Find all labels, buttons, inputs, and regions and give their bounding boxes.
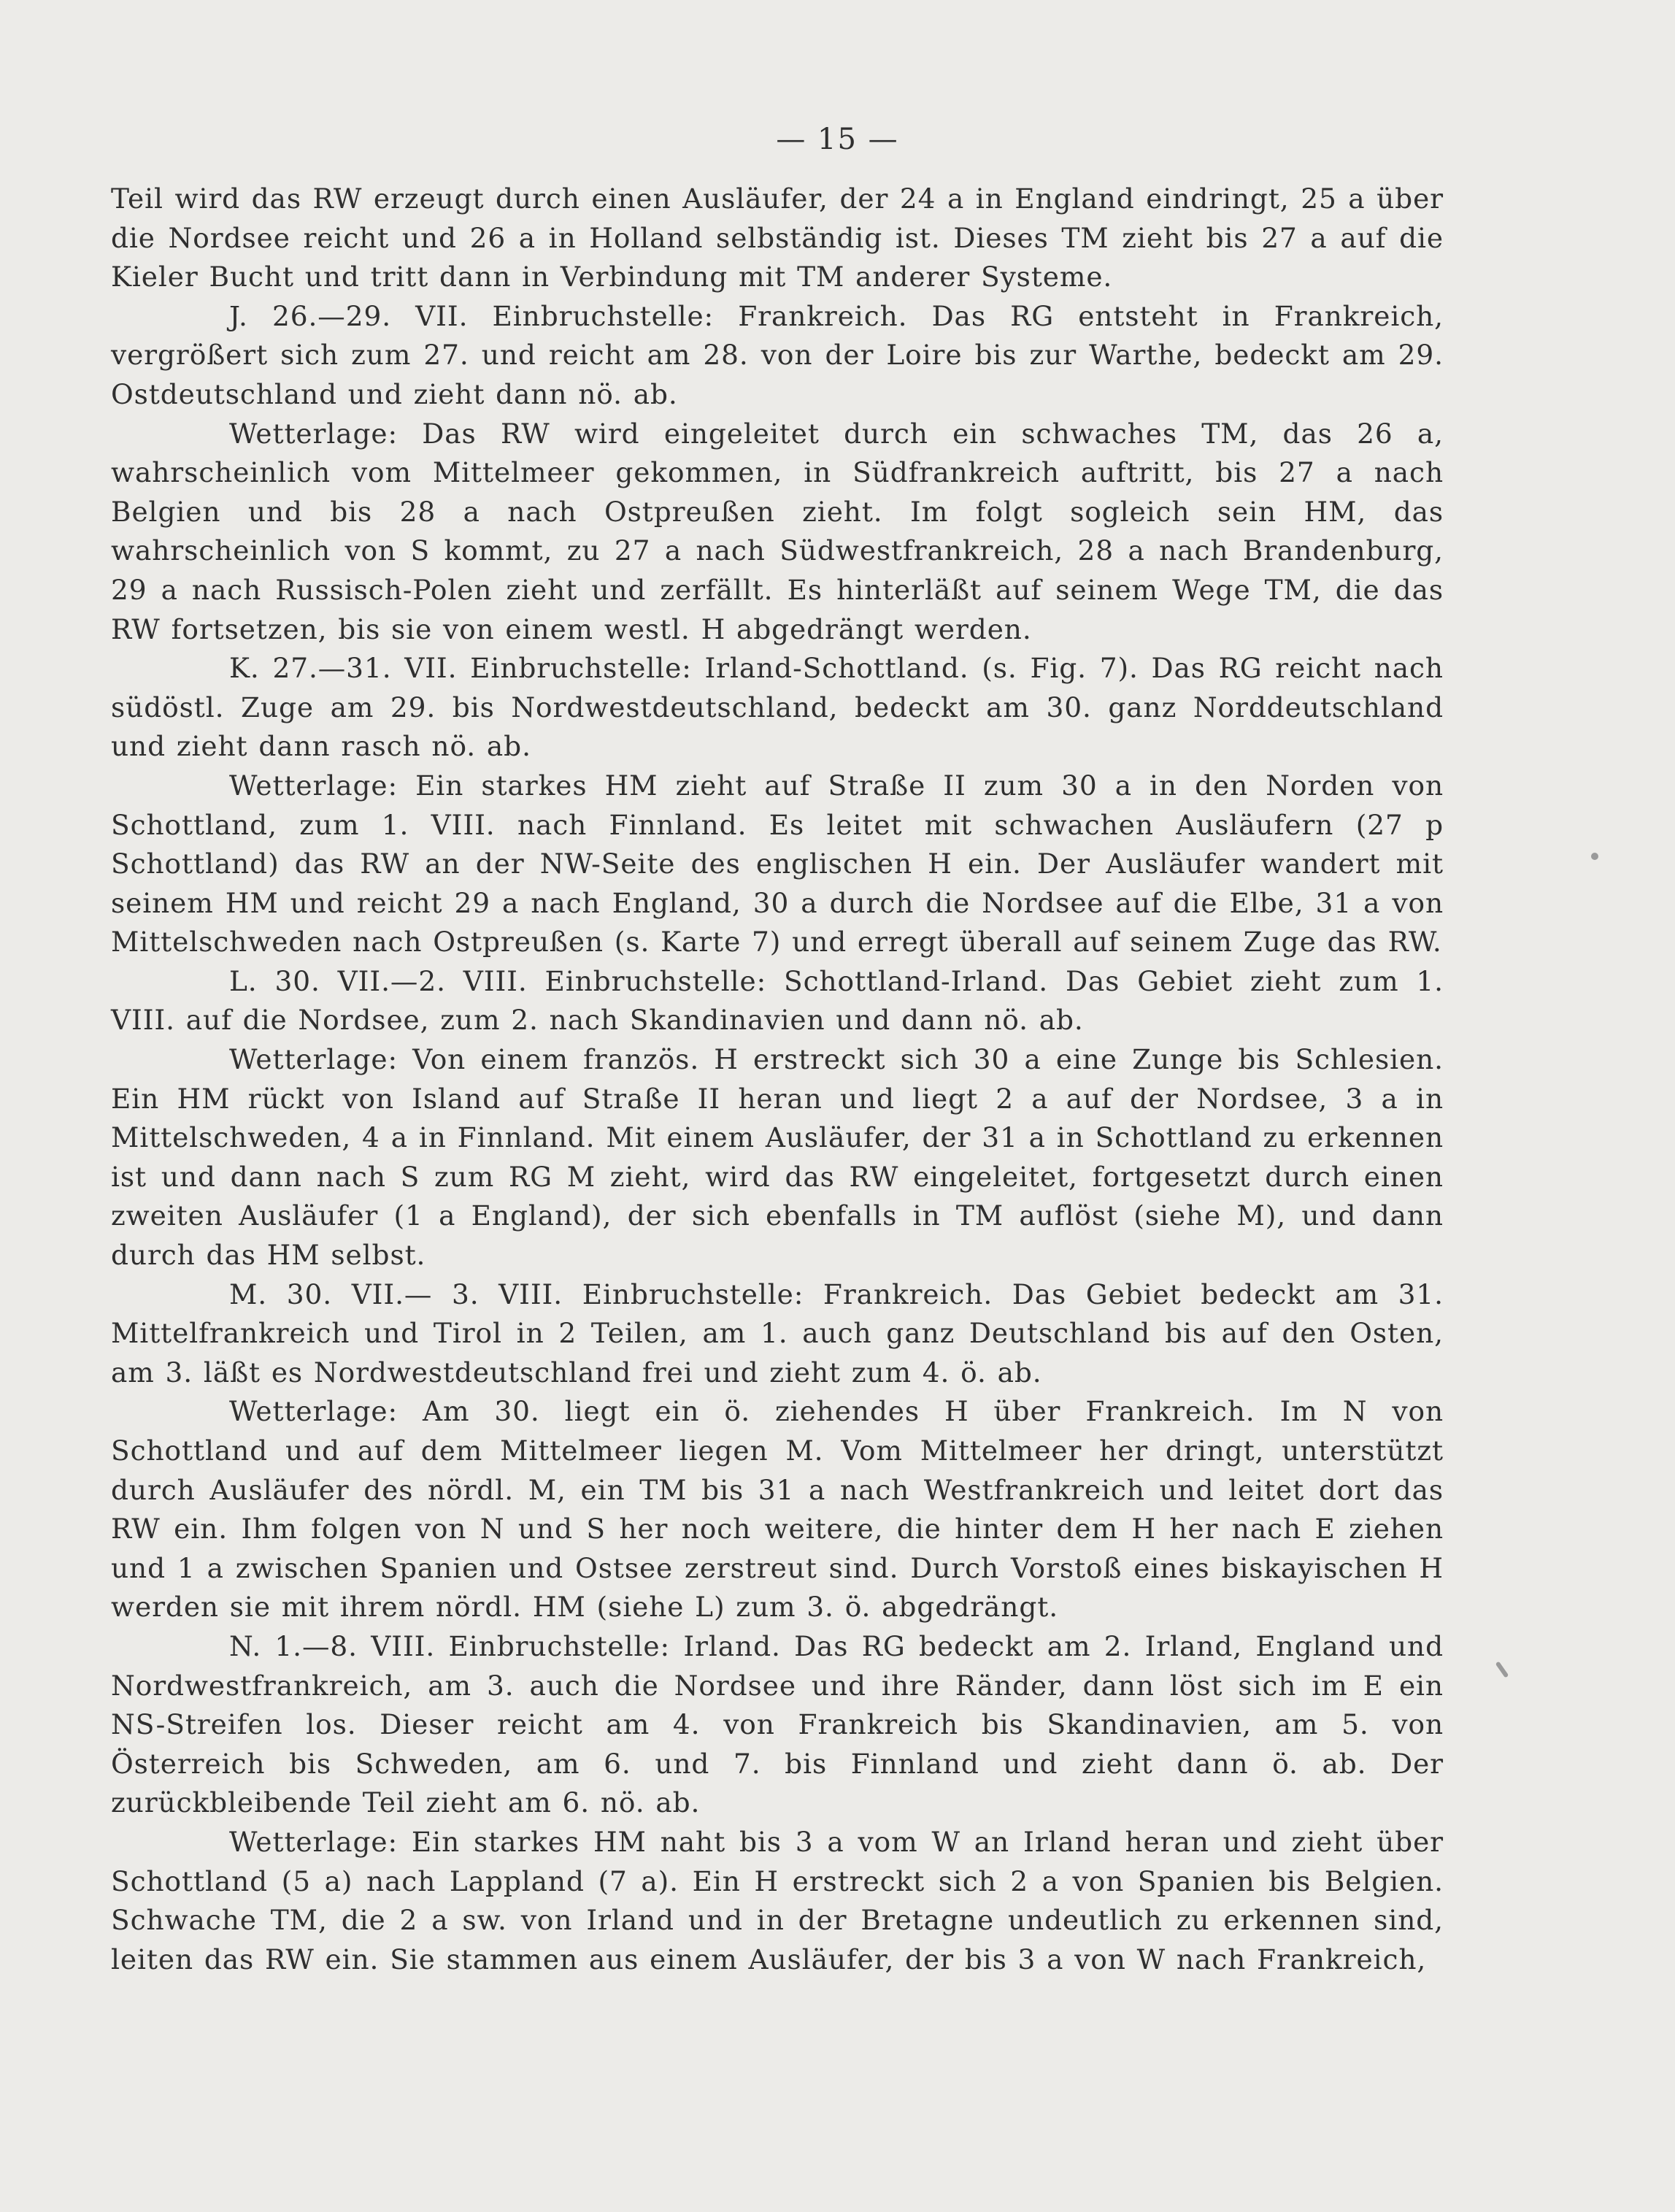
paper-speck (1495, 1661, 1509, 1678)
paragraph: Teil wird das RW erzeugt durch einen Ausläufer, der 24 a in England eindringt, 25 a über die Nordsee reicht und 26 a in Holland selbständig ist. Dieses TM zieht bis 27 a auf die Kieler Bucht und tritt dann in Verbindung mit TM anderer Systeme. (111, 183, 1444, 293)
paragraph: L. 30. VII.—2. VIII. Einbruchstelle: Schottland-Irland. Das Gebiet zieht zum 1. VIII. auf die Nordsee, zum 2. nach Skandinavien und dann nö. ab. (111, 964, 1444, 1037)
paragraph: N. 1.—8. VIII. Einbruchstelle: Irland. Das RG bedeckt am 2. Irland, England und Nordwestfrankreich, am 3. auch die Nordsee und ihre Ränder, dann löst sich im E ein NS-Streifen los. Dieser reicht am 4. von Frankreich bis Skandinavien, am 5. von Österreich bis Schweden, am 6. und 7. bis Finnland und zieht dann ö. ab. Der zurückbleibende Teil zieht am 6. nö. ab. (111, 1629, 1444, 1819)
paragraph: Wetterlage: Am 30. liegt ein ö. ziehendes H über Frankreich. Im N von Schottland und auf dem Mittelmeer liegen M. Vom Mittelmeer her dringt, unterstützt durch Ausläufer des nördl. M, ein TM bis 31 a nach Westfrankreich und leitet dort das RW ein. Ihm folgen von N und S her noch weitere, die hinter dem H her nach E ziehen und 1 a zwischen Spanien und Ostsee zerstreut sind. Durch Vorstoß eines biskayischen H werden sie mit ihrem nördl. HM (siehe L) zum 3. ö. abgedrängt. (111, 1395, 1444, 1624)
body-text (111, 180, 1444, 1979)
paragraph: J. 26.—29. VII. Einbruchstelle: Frankreich. Das RG entsteht in Frankreich, vergrößert sich zum 27. und reicht am 28. von der Loire bis zur Warthe, bedeckt am 29. Ostdeutschland und zieht dann nö. ab. (111, 299, 1444, 410)
page-number: — 15 — (776, 123, 899, 156)
paper-speck (1591, 853, 1598, 860)
paragraph: K. 27.—31. VII. Einbruchstelle: Irland-Schottland. (s. Fig. 7). Das RG reicht nach südöstl. Zuge am 29. bis Nordwestdeutschland, bedeckt am 30. ganz Norddeutschland und zieht dann rasch nö. ab. (111, 652, 1444, 763)
paragraph: M. 30. VII.— 3. VIII. Einbruchstelle: Frankreich. Das Gebiet bedeckt am 31. Mittelfrankreich und Tirol in 2 Teilen, am 1. auch ganz Deutschland bis auf den Osten, am 3. läßt es Nordwestdeutschland frei und zieht zum 4. ö. ab. (111, 1278, 1444, 1389)
paragraph: Wetterlage: Von einem französ. H erstreckt sich 30 a eine Zunge bis Schlesien. Ein HM rückt von Island auf Straße II heran und liegt 2 a auf der Nordsee, 3 a in Mittelschweden, 4 a in Finnland. Mit einem Ausläufer, der 31 a in Schottland zu erkennen ist und dann nach S zum RG M zieht, wird das RW eingeleitet, fortgesetzt durch einen zweiten Ausläufer (1 a England), der sich ebenfalls in TM auflöst (siehe M), und dann durch das HM selbst. (111, 1043, 1444, 1272)
paragraph: Wetterlage: Ein starkes HM naht bis 3 a vom W an Irland heran und zieht über Schottland (5 a) nach Lappland (7 a). Ein H erstreckt sich 2 a von Spanien bis Belgien. Schwache TM, die 2 a sw. von Irland und in der Bretagne undeutlich zu erkennen sind, leiten das RW ein. Sie stammen aus einem Ausläufer, der bis 3 a von W nach Frankreich, (111, 1825, 1444, 1975)
paragraph: Wetterlage: Das RW wird eingeleitet durch ein schwaches TM, das 26 a, wahrscheinlich vom Mittelmeer gekommen, in Südfrankreich auftritt, bis 27 a nach Belgien und bis 28 a nach Ostpreußen zieht. Im folgt sogleich sein HM, das wahrscheinlich von S kommt, zu 27 a nach Südwestfrankreich, 28 a nach Brandenburg, 29 a nach Russisch-Polen zieht und zerfällt. Es hinterläßt auf seinem Wege TM, die das RW fortsetzen, bis sie von einem westl. H abgedrängt werden. (111, 417, 1444, 645)
paragraph: Wetterlage: Ein starkes HM zieht auf Straße II zum 30 a in den Norden von Schottland, zum 1. VIII. nach Finnland. Es leitet mit schwachen Ausläufern (27 p Schottland) das RW an der NW-Seite des englischen H ein. Der Ausläufer wandert mit seinem HM und reicht 29 a nach England, 30 a durch die Nordsee auf die Elbe, 31 a von Mittelschweden nach Ostpreußen (s. Karte 7) und erregt überall auf seinem Zuge das RW. (111, 769, 1444, 959)
